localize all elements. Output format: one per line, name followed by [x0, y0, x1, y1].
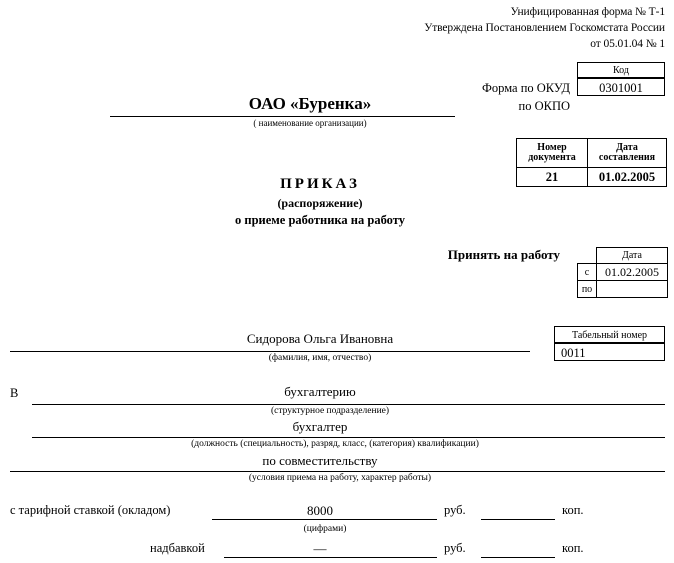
hire-date-table [577, 247, 668, 298]
conditions-rule [10, 471, 665, 472]
hire-date-spacer [578, 248, 597, 264]
tabnum-value-box [554, 343, 665, 361]
hire-date-header: Дата [597, 248, 668, 264]
bonus-label: надбавкой [150, 541, 205, 555]
department-rule [32, 404, 665, 405]
hire-from-value: 01.02.2005 [597, 264, 668, 281]
bonus-rule [224, 557, 437, 558]
tabnum-header-box [554, 326, 665, 343]
employee-name-caption: (фамилия, имя, отчество) [268, 353, 372, 363]
approval-line: Утверждена Постановлением Госкомстата России [424, 22, 665, 34]
hire-to-value [597, 281, 668, 298]
organization-caption: ( наименование организации) [253, 118, 367, 128]
code-header-label: Код [613, 65, 629, 76]
conditions-caption: (условия приема на работу, характер работы) [248, 473, 432, 483]
tabnum-header-label: Табельный номер [571, 330, 648, 341]
digits-caption: (цифрами) [303, 524, 347, 534]
okpo-label: по ОКПО [518, 99, 570, 113]
employee-name: Сидорова Ольга Ивановна [246, 331, 394, 346]
page-title: ПРИКАЗ [280, 176, 360, 192]
table-row [578, 248, 668, 264]
rate-label: с тарифной ставкой (окладом) [10, 503, 171, 517]
position-value: бухгалтер [292, 419, 348, 434]
code-value-box [577, 78, 665, 96]
tabnum-value: 0011 [561, 346, 586, 360]
doc-date-header: Дата составления [588, 139, 667, 168]
hire-label: Принять на работу [447, 247, 560, 262]
position-rule [32, 437, 665, 438]
organization-name: ОАО «Буренка» [248, 94, 372, 113]
bonus-kop-rule [481, 557, 555, 558]
page-subtitle-2: о приеме работника на работу [235, 213, 405, 227]
bonus-rub-label: руб. [444, 541, 466, 555]
document-info-table [516, 138, 667, 187]
doc-number-value: 21 [517, 168, 588, 187]
table-row [578, 281, 668, 298]
rate-kop-rule [481, 519, 555, 520]
table-row [517, 168, 667, 187]
table-row [578, 264, 668, 281]
code-header-box [577, 62, 665, 78]
doc-number-header: Номер документа [517, 139, 588, 168]
employee-name-rule [10, 351, 530, 352]
rate-value: 8000 [307, 503, 333, 518]
organization-rule [110, 116, 455, 117]
bonus-value: — [313, 541, 327, 556]
bonus-kop-label: коп. [562, 541, 584, 555]
department-value: бухгалтерию [284, 384, 356, 399]
table-row [517, 139, 667, 168]
form-code-line: Унифицированная форма № Т-1 [510, 6, 665, 18]
rate-rule [212, 519, 437, 520]
code-value: 0301001 [599, 81, 643, 95]
in-label: В [10, 386, 19, 400]
position-caption: (должность (специальность), разряд, класс, (категория) квалификации) [191, 439, 479, 449]
hire-to-label: по [578, 281, 597, 298]
hire-from-label: с [578, 264, 597, 281]
doc-date-value: 01.02.2005 [588, 168, 667, 187]
page-subtitle: (распоряжение) [277, 196, 363, 210]
department-caption: (структурное подразделение) [270, 406, 390, 416]
rate-kop-label: коп. [562, 503, 584, 517]
conditions-value: по совместительству [262, 453, 378, 468]
approval-date-line: от 05.01.04 № 1 [590, 38, 665, 50]
okud-label: Форма по ОКУД [482, 81, 570, 95]
rate-rub-label: руб. [444, 503, 466, 517]
